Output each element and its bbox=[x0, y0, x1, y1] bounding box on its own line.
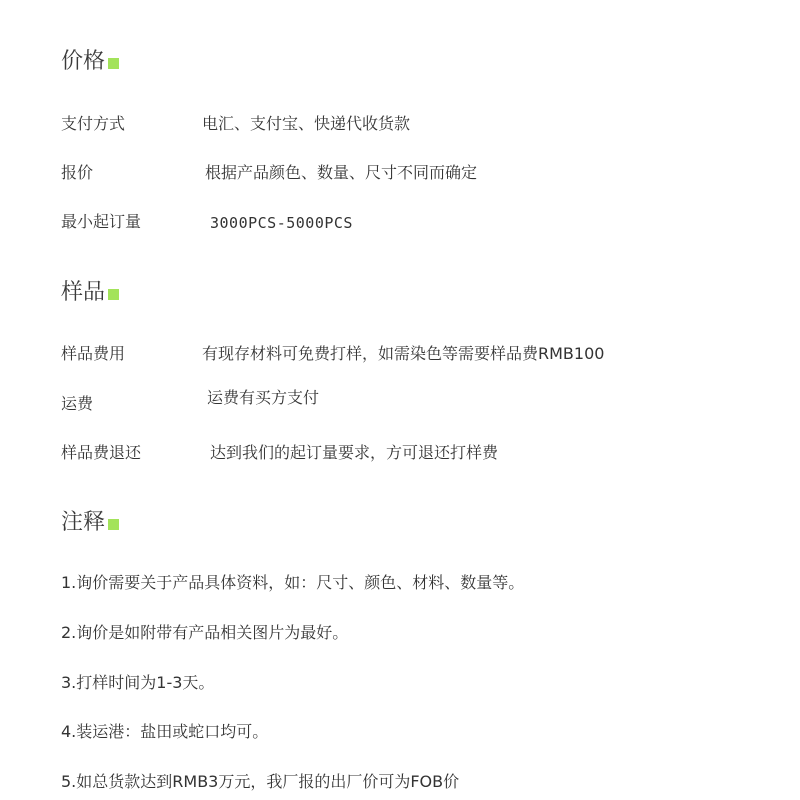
section-heading-sample-text: 样品 bbox=[61, 280, 106, 305]
label-shipping-fee: 运费 bbox=[61, 394, 94, 413]
green-square-icon bbox=[108, 519, 119, 530]
label-sample-refund: 样品费退还 bbox=[61, 443, 142, 462]
value-sample-fee: 有现存材料可免费打样，如需染色等需要样品费RMB100 bbox=[202, 344, 605, 363]
label-minimum-order: 最小起订量 bbox=[61, 212, 142, 231]
value-minimum-order: 3000PCS-5000PCS bbox=[210, 214, 353, 232]
value-payment-method: 电汇、支付宝、快递代收货款 bbox=[202, 114, 411, 133]
value-quote: 根据产品颜色、数量、尺寸不同而确定 bbox=[205, 163, 478, 182]
label-quote: 报价 bbox=[61, 163, 94, 182]
green-square-icon bbox=[108, 289, 119, 300]
section-heading-notes-text: 注释 bbox=[61, 510, 106, 535]
note-item-2: 2.询价是如附带有产品相关图片为最好。 bbox=[61, 623, 349, 642]
label-sample-fee: 样品费用 bbox=[61, 344, 126, 363]
section-heading-price-text: 价格 bbox=[61, 49, 106, 74]
green-square-icon bbox=[108, 58, 119, 69]
note-item-4: 4.装运港：盐田或蛇口均可。 bbox=[61, 722, 269, 741]
label-payment-method: 支付方式 bbox=[61, 114, 126, 133]
section-heading-notes bbox=[61, 509, 119, 537]
note-item-5: 5.如总货款达到RMB3万元，我厂报的出厂价可为FOB价 bbox=[61, 772, 460, 791]
section-heading-sample bbox=[61, 279, 119, 307]
value-shipping-fee: 运费有买方支付 bbox=[207, 388, 320, 407]
note-item-1: 1.询价需要关于产品具体资料，如：尺寸、颜色、材料、数量等。 bbox=[61, 573, 525, 592]
section-heading-price bbox=[61, 48, 119, 76]
note-item-3: 3.打样时间为1-3天。 bbox=[61, 673, 215, 692]
value-sample-refund: 达到我们的起订量要求，方可退还打样费 bbox=[210, 443, 499, 462]
